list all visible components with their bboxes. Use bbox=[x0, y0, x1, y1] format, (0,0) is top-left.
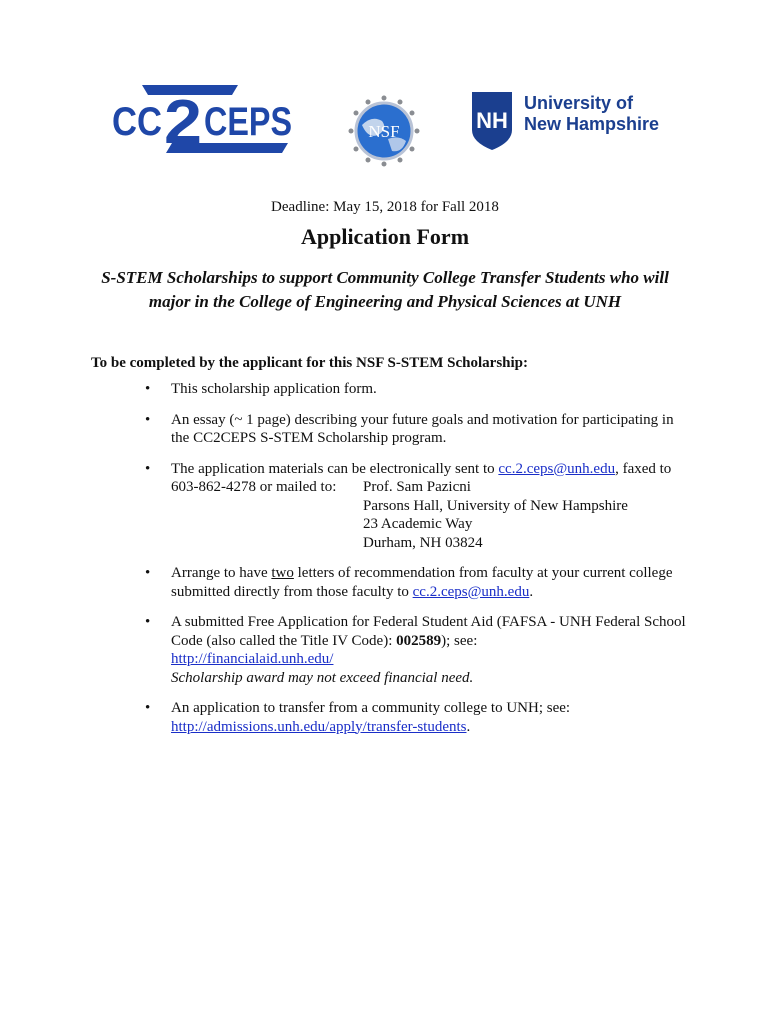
list-item-materials: • The application materials can be electronically sent to cc.2.ceps@unh.edu, faxed to 603-862-4278 or mailed to: Prof. Sam Pazicni Parsons Hall, University of New Hampshire 23 Academic Way Durham, NH 03824 bbox=[143, 460, 693, 553]
list-item-form: • This scholarship application form. bbox=[145, 381, 377, 397]
cc2ceps-logo bbox=[112, 83, 294, 157]
email-link[interactable]: cc.2.ceps@unh.edu bbox=[498, 460, 616, 477]
nsf-logo bbox=[348, 95, 420, 167]
bullet-icon: • bbox=[145, 700, 151, 716]
requirements-list bbox=[143, 380, 693, 748]
form-subtitle: S-STEM Scholarships to support Community College Transfer Students who will major in the College of Engineering and Physical Sciences at UNH bbox=[101, 268, 669, 311]
transfer-link[interactable]: http://admissions.unh.edu/apply/transfer-students bbox=[171, 718, 467, 735]
svg-text:2: 2 bbox=[164, 88, 202, 157]
email-link[interactable]: cc.2.ceps@unh.edu bbox=[412, 583, 530, 600]
bullet-icon: • bbox=[145, 565, 151, 581]
financial-need-note: Scholarship award may not exceed financial need. bbox=[171, 669, 474, 686]
bullet-icon: • bbox=[145, 411, 151, 428]
form-title: Application Form bbox=[300, 224, 470, 249]
nsf-logo-text: NSF bbox=[368, 122, 400, 141]
unh-logo bbox=[470, 90, 685, 150]
school-code: 002589 bbox=[396, 632, 442, 649]
svg-text:CC: CC bbox=[112, 100, 162, 144]
bullet-icon: • bbox=[145, 381, 151, 397]
svg-text:New Hampshire: New Hampshire bbox=[524, 114, 660, 134]
list-item-essay: • An essay (~ 1 page) describing your future goals and motivation for participating in the CC2CEPS S-STEM Scholarship program. bbox=[145, 411, 674, 446]
svg-text:CEPS: CEPS bbox=[204, 100, 292, 144]
address-line-1: Prof. Sam Pazicni bbox=[363, 479, 471, 495]
address-line-4: Durham, NH 03824 bbox=[363, 534, 483, 551]
requirements-intro: To be completed by the applicant for this NSF S-STEM Scholarship: bbox=[91, 355, 528, 371]
svg-text:NH: NH bbox=[476, 108, 508, 133]
financial-aid-link[interactable]: http://financialaid.unh.edu/ bbox=[171, 651, 334, 667]
bullet-icon: • bbox=[145, 460, 151, 477]
svg-text:University of: University of bbox=[524, 93, 634, 113]
deadline-text: Deadline: May 15, 2018 for Fall 2018 bbox=[271, 199, 499, 215]
address-line-3: 23 Academic Way bbox=[363, 516, 473, 532]
list-item-letters: • Arrange to have two letters of recommendation from faculty at your current college submitted directly from those faculty to cc.2.ceps@unh.edu. bbox=[145, 565, 673, 600]
list-item-transfer: • An application to transfer from a community college to UNH; see: http://admissions.unh.edu/apply/transfer-students. bbox=[145, 700, 571, 735]
fax-line: 603-862-4278 or mailed to: bbox=[171, 479, 337, 495]
list-item-fafsa: • A submitted Free Application for Federal Student Aid (FAFSA - UNH Federal School Code (also called the Title IV Code): 002589); see: http://financialaid.unh.edu/ Scholarship award may not exceed financial need. bbox=[145, 614, 686, 686]
address-line-2: Parsons Hall, University of New Hampshire bbox=[363, 497, 628, 514]
bullet-icon: • bbox=[145, 614, 151, 630]
